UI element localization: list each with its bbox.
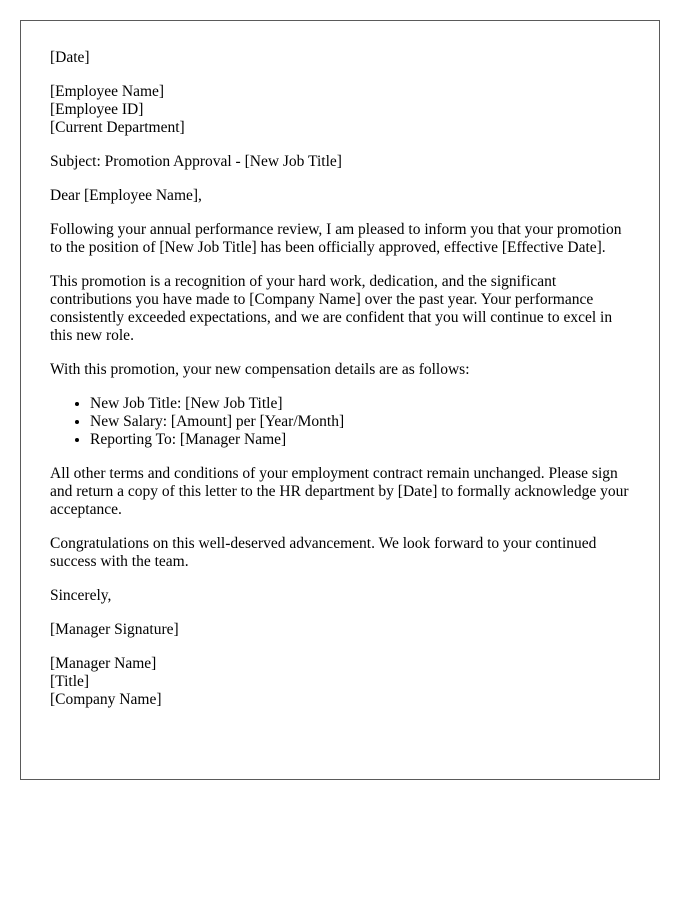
detail-salary: • New Salary: [Amount] per [Year/Month]	[90, 413, 630, 431]
paragraph-recognition: This promotion is a recognition of your hard work, dedication, and the significant contributions you have made to [Company Name] over the past year. Your performance consistently exceeded expectations, and we are confident that you will continue to excel in this new role.	[50, 273, 613, 344]
manager-name: [Manager Name]	[50, 655, 157, 672]
letter-greeting: Dear [Employee Name],	[50, 187, 202, 204]
letter-subject: Subject: Promotion Approval - [New Job Title]	[50, 153, 342, 170]
recipient-block	[50, 83, 630, 137]
employee-id: [Employee ID]	[50, 101, 144, 118]
paragraph-terms: All other terms and conditions of your employment contract remain unchanged. Please sign and return a copy of this letter to the HR department by [Date] to formally acknowledge your acceptance.	[50, 465, 629, 518]
paragraph-review: Following your annual performance review, I am pleased to inform you that your promotion to the position of [New Job Title] has been officially approved, effective [Effective Date].	[50, 221, 622, 256]
letter-date: [Date]	[50, 49, 90, 66]
letter-closing: Sincerely,	[50, 587, 112, 604]
manager-title: [Title]	[50, 673, 90, 690]
manager-signature: [Manager Signature]	[50, 621, 179, 638]
paragraph-compensation-intro: With this promotion, your new compensation details are as follows:	[50, 361, 470, 378]
sender-block	[50, 655, 630, 709]
detail-reporting-to: • Reporting To: [Manager Name]	[90, 431, 630, 449]
employee-name: [Employee Name]	[50, 83, 165, 100]
detail-job-title: • New Job Title: [New Job Title]	[90, 395, 630, 413]
promotion-letter	[20, 20, 660, 780]
company-name: [Company Name]	[50, 691, 162, 708]
current-department: [Current Department]	[50, 119, 185, 136]
paragraph-congratulations: Congratulations on this well-deserved advancement. We look forward to your continued success with the team.	[50, 535, 597, 570]
compensation-details-list	[50, 395, 630, 449]
